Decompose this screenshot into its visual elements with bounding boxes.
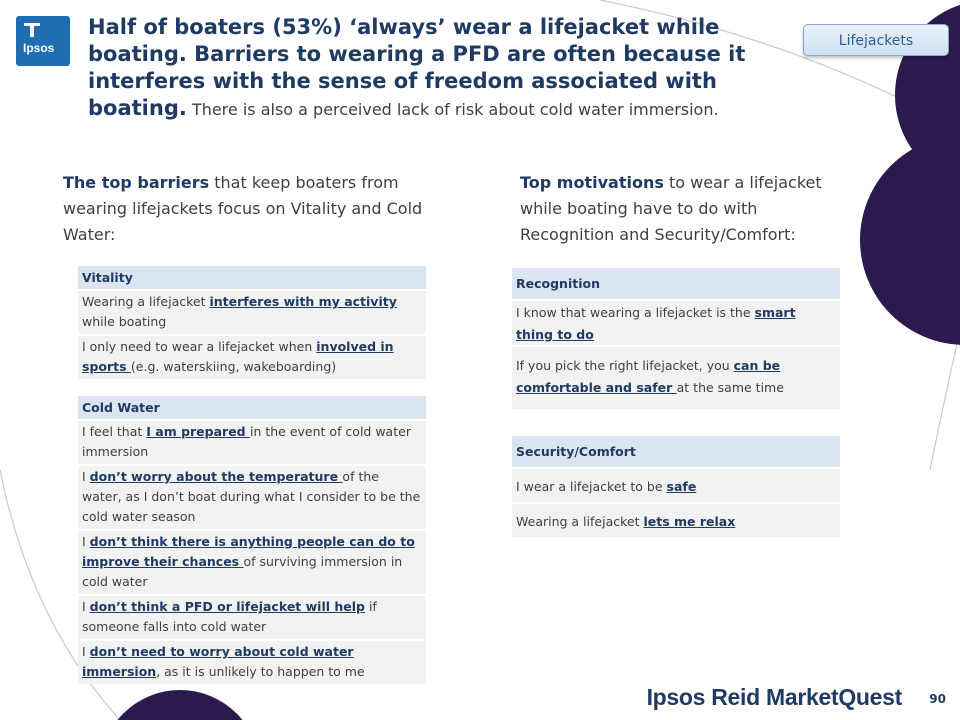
table-row: I don’t think a PFD or lifejacket will help if someone falls into cold water xyxy=(78,594,426,639)
title-normal: There is also a perceived lack of risk about cold water immersion. xyxy=(186,100,719,119)
table-row: I don’t need to worry about cold water immersion, as it is unlikely to happen to me xyxy=(78,639,426,684)
decorative-circle-bottom xyxy=(100,690,260,720)
security-comfort-header: Security/Comfort xyxy=(512,436,840,467)
motivations-intro-bold: Top motivations xyxy=(520,173,664,192)
table-row: I feel that I am prepared in the event of cold water immersion xyxy=(78,419,426,464)
table-row: I don’t worry about the temperature of the water, as I don’t boat during what I consider to be the cold water season xyxy=(78,464,426,529)
security-comfort-table xyxy=(512,436,840,537)
recognition-header: Recognition xyxy=(512,268,840,299)
barriers-intro-rest: that keep boaters from wearing lifejackets focus on Vitality and Cold Water: xyxy=(63,173,423,244)
recognition-table xyxy=(512,268,840,409)
table-row: If you pick the right lifejacket, you can be comfortable and safer at the same time xyxy=(512,345,840,409)
decorative-arc-line-right xyxy=(930,330,960,470)
vitality-table xyxy=(78,266,426,379)
motivations-intro-rest: to wear a lifejacket while boating have to do with Recognition and Security/Comfort: xyxy=(520,173,822,244)
decorative-circle-right xyxy=(860,135,960,345)
motivations-intro xyxy=(520,170,850,248)
ipsos-logo xyxy=(16,16,70,66)
table-row: I only need to wear a lifejacket when involved in sports (e.g. waterskiing, wakeboarding) xyxy=(78,334,426,379)
table-row: Wearing a lifejacket interferes with my activity while boating xyxy=(78,289,426,334)
vitality-header: Vitality xyxy=(78,266,426,289)
table-row: I know that wearing a lifejacket is the smart thing to do xyxy=(512,299,840,345)
lifejackets-tag: Lifejackets xyxy=(803,24,949,56)
barriers-intro xyxy=(63,170,433,248)
page-number: 90 xyxy=(929,692,946,706)
barriers-intro-bold: The top barriers xyxy=(63,173,210,192)
table-row: Wearing a lifejacket lets me relax xyxy=(512,502,840,537)
logo-text: Ipsos xyxy=(23,41,55,55)
footer-brand: Ipsos Reid MarketQuest xyxy=(646,684,902,710)
table-row: I don’t think there is anything people can do to improve their chances of surviving immersion in cold water xyxy=(78,529,426,594)
table-row: I wear a lifejacket to be safe xyxy=(512,467,840,502)
title-bold: Half of boaters (53%) ‘always’ wear a lifejacket while boating. Barriers to wearing a PFD are often because it interferes with the sense of freedom associated with boating. xyxy=(88,15,746,120)
slide-title xyxy=(88,14,788,123)
ipsos-logo-mark-icon xyxy=(22,21,42,39)
cold-water-header: Cold Water xyxy=(78,396,426,419)
cold-water-table xyxy=(78,396,426,684)
